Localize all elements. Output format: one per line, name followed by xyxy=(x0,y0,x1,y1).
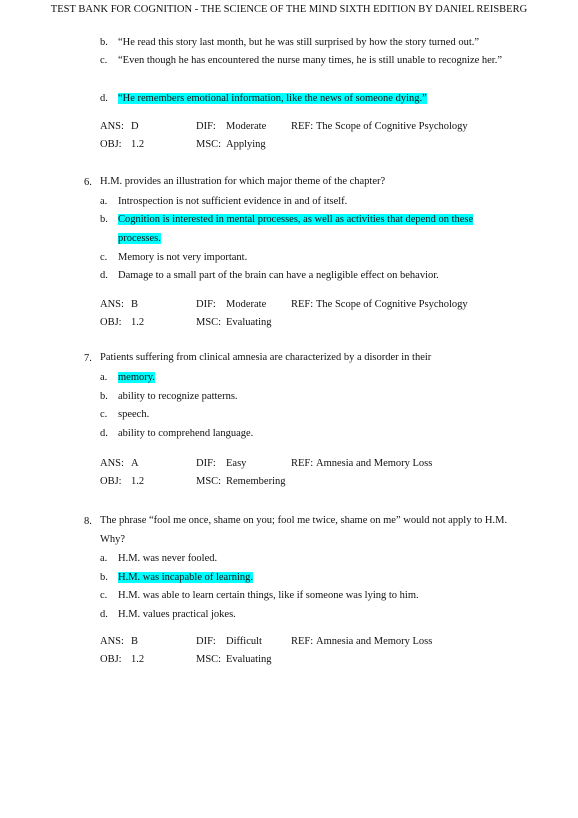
option-text-highlighted: memory. xyxy=(118,372,155,383)
option-text: “Even though he has encountered the nurse many times, he is still unable to recognize her.” xyxy=(118,55,503,66)
q6-msc-label: MSC: xyxy=(196,317,222,328)
option-letter: a. xyxy=(100,372,108,383)
option-letter: c. xyxy=(100,409,108,420)
q8-obj-value: 1.2 xyxy=(131,654,145,665)
q6-obj-value: 1.2 xyxy=(131,317,145,328)
q8-ref-label: REF: xyxy=(291,636,314,647)
option-text-highlighted: “He remembers emotional information, like the news of someone dying.” xyxy=(118,93,427,104)
q5-ans-value: D xyxy=(131,121,139,132)
q8-obj-label: OBJ: xyxy=(100,654,122,665)
q5-obj-value: 1.2 xyxy=(131,139,145,150)
option-text: speech. xyxy=(118,409,150,420)
q8-number: 8. xyxy=(84,516,92,527)
q6-obj-label: OBJ: xyxy=(100,317,122,328)
q7-ref-label: REF: xyxy=(291,458,314,469)
option-text: H.M. was never fooled. xyxy=(118,553,218,564)
q5-ref-value: The Scope of Cognitive Psychology xyxy=(316,121,468,132)
q8-ans-value: B xyxy=(131,636,139,647)
option-letter: b. xyxy=(100,214,108,225)
q8-dif-value: Difficult xyxy=(226,636,262,647)
q8-msc-value: Evaluating xyxy=(226,654,272,665)
option-letter: b. xyxy=(100,391,108,402)
q5-dif-label: DIF: xyxy=(196,121,216,132)
q8-dif-label: DIF: xyxy=(196,636,216,647)
option-letter: d. xyxy=(100,270,108,281)
option-letter: d. xyxy=(100,609,108,620)
option-letter: d. xyxy=(100,428,108,439)
q7-obj-value: 1.2 xyxy=(131,476,145,487)
q6-ans-value: B xyxy=(131,299,139,310)
q8-ans-label: ANS: xyxy=(100,636,124,647)
option-text: Damage to a small part of the brain can have a negligible effect on behavior. xyxy=(118,270,439,281)
q7-ans-value: A xyxy=(131,458,139,469)
q6-dif-label: DIF: xyxy=(196,299,216,310)
option-letter: a. xyxy=(100,553,108,564)
q5-msc-value: Applying xyxy=(226,139,266,150)
q6-ref-value: The Scope of Cognitive Psychology xyxy=(316,299,468,310)
option-letter: b. xyxy=(100,572,108,583)
q7-obj-label: OBJ: xyxy=(100,476,122,487)
q6-dif-value: Moderate xyxy=(226,299,267,310)
option-text: H.M. was able to learn certain things, like if someone was lying to him. xyxy=(118,590,419,601)
option-letter: b. xyxy=(100,37,108,48)
option-letter: c. xyxy=(100,590,108,601)
q6-ref-label: REF: xyxy=(291,299,314,310)
q5-ans-label: ANS: xyxy=(100,121,124,132)
q5-msc-label: MSC: xyxy=(196,139,222,150)
q7-ans-label: ANS: xyxy=(100,458,124,469)
q7-dif-value: Easy xyxy=(226,458,247,469)
option-letter: a. xyxy=(100,196,108,207)
q6-ans-label: ANS: xyxy=(100,299,124,310)
option-text: Introspection is not sufficient evidence in and of itself. xyxy=(118,196,348,207)
option-letter: c. xyxy=(100,252,108,263)
option-text-highlighted: Cognition is interested in mental processes, as well as activities that depend on these processes. xyxy=(118,214,474,244)
q8-ref-value: Amnesia and Memory Loss xyxy=(316,636,433,647)
q6-msc-value: Evaluating xyxy=(226,317,272,328)
q5-ref-label: REF: xyxy=(291,121,314,132)
option-letter: c. xyxy=(100,55,108,66)
q8-question: The phrase “fool me once, shame on you; fool me twice, shame on me” would not apply to H.M. Why? xyxy=(100,515,508,545)
page-header: TEST BANK FOR COGNITION - THE SCIENCE OF THE MIND SIXTH EDITION BY DANIEL REISBERG xyxy=(50,4,528,15)
option-text: ability to comprehend language. xyxy=(118,428,254,439)
option-text-highlighted: H.M. was incapable of learning. xyxy=(118,572,253,583)
q7-number: 7. xyxy=(84,353,92,364)
q6-question: H.M. provides an illustration for which major theme of the chapter? xyxy=(100,176,386,187)
option-text: “He read this story last month, but he was still surprised by how the story turned out.” xyxy=(118,37,480,48)
option-text: Memory is not very important. xyxy=(118,252,248,263)
q5-dif-value: Moderate xyxy=(226,121,267,132)
q7-msc-label: MSC: xyxy=(196,476,222,487)
option-text: H.M. values practical jokes. xyxy=(118,609,236,620)
q5-option-c xyxy=(100,51,510,91)
q6-number: 6. xyxy=(84,177,92,188)
option-text: ability to recognize patterns. xyxy=(118,391,238,402)
q8-msc-label: MSC: xyxy=(196,654,222,665)
q7-dif-label: DIF: xyxy=(196,458,216,469)
q7-question: Patients suffering from clinical amnesia are characterized by a disorder in their xyxy=(100,352,432,363)
q7-ref-value: Amnesia and Memory Loss xyxy=(316,458,433,469)
option-letter: d. xyxy=(100,93,108,104)
q7-msc-value: Remembering xyxy=(226,476,286,487)
q6-option-b xyxy=(100,210,510,250)
q5-obj-label: OBJ: xyxy=(100,139,122,150)
